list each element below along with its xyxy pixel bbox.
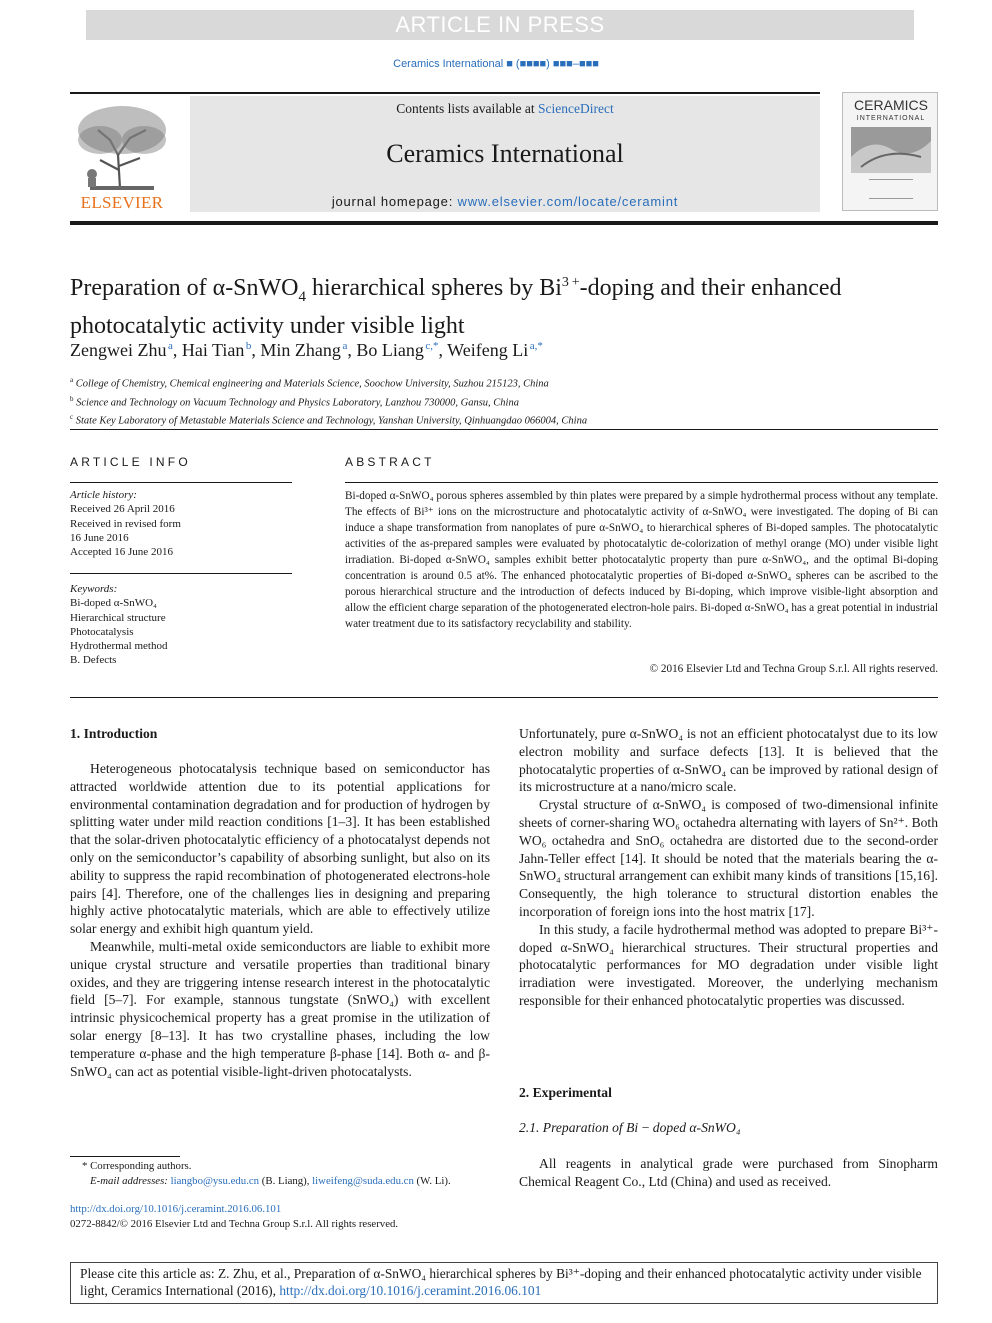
divider — [70, 429, 938, 430]
author-affil-sup[interactable]: a — [167, 340, 173, 352]
cover-title: CERAMICS — [854, 97, 928, 113]
divider — [70, 482, 292, 483]
divider — [70, 697, 938, 698]
keyword: Hydrothermal method — [70, 640, 168, 653]
article-in-press-banner: ARTICLE IN PRESS — [86, 10, 914, 40]
author-affil-sup[interactable]: a,* — [529, 340, 543, 352]
history-entry: Received in revised form — [70, 517, 181, 530]
paragraph: Heterogeneous photocatalysis technique based on semiconductor has attracted worldwide attention due to its potential applications for environmental contamination degradation and for production of hydrogen by splitting water under mild reaction conditions [1–3]. It has been established that the solar-driven photocatalytic efficiency of a photocatalyst depends not only on the semiconductor’s capability of absorbing sunlight, but also on its ability to suppress the rapid recombination of photogenerated electrons-hole pairs [4]. Therefore, one of the challenges lies in designing and preparing highly active photocatalytic materials, which are able to effectively utilize solar energy and exhibit high quantum yield. — [70, 761, 490, 937]
right-column — [519, 725, 938, 1010]
paragraph: Unfortunately, pure α-SnWO₄ is not an efficient photocatalyst due to its low electron mobility and surface defects [13]. It is believed that the photocatalytic properties of α-SnWO₄ can be improved by rational design of its microstructure at a nano/micro scale. — [519, 726, 938, 795]
author-name[interactable]: Min Zhang — [260, 340, 341, 360]
article-history — [70, 488, 292, 559]
masthead-bottom-rule — [70, 221, 938, 225]
section-heading-experimental: 2. Experimental — [519, 1085, 612, 1100]
divider — [345, 482, 938, 483]
right-column-continued — [519, 1155, 938, 1191]
affiliation: $^b$ Science and Technology on Vacuum Technology and Physics Laboratory, Lanzhou 730000, Gansu, China — [70, 394, 519, 408]
cover-subtitle: INTERNATIONAL — [856, 115, 926, 122]
keyword: Hierarchical structure — [70, 611, 166, 624]
issn-line: 0272-8842/© 2016 Elsevier Ltd and Techna Group S.r.l. All rights reserved. — [70, 1218, 399, 1230]
paragraph: Meanwhile, multi-metal oxide semiconductors are liable to exhibit more unique crystal structure and versatile properties than traditional binary oxides, and they are triggering intense research interest in the photocatalytic field [5–7]. For example, stannous tungstate (SnWO₄) with excellent intrinsic physicochemical property has a great promise in the utilization of solar energy [8–13]. It has two crystalline phases, including the low temperature α-phase and the high temperature β-phase [14]. Both α- and β-SnWO₄ can act as potential visible-light-driven photocatalysts. — [70, 938, 490, 1079]
keywords-label: Keywords: — [70, 583, 118, 595]
history-entry: Accepted 16 June 2016 — [70, 546, 173, 559]
abstract-heading: ABSTRACT — [345, 455, 435, 469]
masthead-top-rule — [70, 92, 820, 94]
keyword: B. Defects — [70, 654, 117, 667]
author-affil-sup[interactable]: c,* — [425, 340, 439, 352]
corresponding-footnote — [70, 1159, 490, 1189]
paragraph: In this study, a facile hydrothermal method was adopted to prepare Bi³⁺-doped α-SnWO₄ hierarchical structures. Their structural properties and photocatalytic performances for MO degradation under visible light irradiation were investigated. Moreover, the underlying mechanism responsible for their enhanced photocatalytic properties was discussed. — [519, 921, 938, 1008]
contents-prefix: Contents lists available at — [396, 101, 538, 116]
journal-homepage-line — [190, 194, 820, 209]
sciencedirect-link[interactable]: ScienceDirect — [538, 101, 614, 116]
corresponding-label: * Corresponding authors. — [82, 1160, 192, 1172]
homepage-prefix: journal homepage: — [331, 194, 458, 209]
subsection-heading: 2.1. Preparation of Bi − doped α-SnWO₄ — [519, 1120, 741, 1135]
footnote-rule — [70, 1156, 180, 1157]
author-list: Zengwei Zhu $^a$, Hai Tian $^b$, Min Zhang $^a$, Bo Liang $^{c,*}$, Weifeng Li $^{a,*}$ — [70, 340, 543, 360]
doi-link[interactable]: http://dx.doi.org/10.1016/j.ceramint.2016.06.101 — [70, 1203, 282, 1215]
publisher-wordmark: ELSEVIER — [80, 193, 164, 212]
citation-box — [70, 1262, 938, 1304]
email-link[interactable]: liangbo@ysu.edu.cn — [170, 1175, 260, 1187]
doi-block — [70, 1202, 490, 1232]
left-column — [70, 760, 490, 1080]
paragraph: All reagents in analytical grade were purchased from Sinopharm Chemical Reagent Co., Ltd (China) and used as received. — [519, 1156, 938, 1189]
email-line: E-mail addresses: liangbo@ysu.edu.cn (B. Liang), liweifeng@suda.edu.cn (W. Li). — [90, 1175, 451, 1187]
cover-text-block — [869, 179, 913, 199]
author-affil-sup[interactable]: a — [342, 340, 348, 352]
author-name[interactable]: Hai Tian — [181, 340, 245, 360]
citation-text: Please cite this article as: Z. Zhu, et al., Preparation of α-SnWO₄ hierarchical spheres by Bi³⁺-doping and their enhanced photocatalytic activity under visible light, Ceramics International (2016), — [80, 1266, 922, 1298]
abstract-text: Bi-doped α-SnWO₄ porous spheres assembled by thin plates were prepared by a simple hydrothermal process without any template. The effects of Bi³⁺ ions on the microstructure and photocatalytic activity of α-SnWO₄ were investigated. The doping of Bi can induce a shape transformation from nanoplates of pure α-SnWO₄ to hierarchical spheres of Bi-doped samples. The photocatalytic activities of the as-prepared samples were evaluated by photocatalytic de-colorization of methyl orange (MO) under visible light irradiation. Bi-doped α-SnWO₄ samples exhibit better photocatalytic property than pure α-SnWO₄, and the optimal Bi-doping concentration is around 0.5 at%. The enhanced photocatalytic properties of Bi-doped α-SnWO₄ spheres can be ascribed to the porous hierarchical structure and the introduction of defects induced by Bi-doping, which improve visible-light absorption and allow the efficient charge separation of the photogenerated electron-hole pairs. Bi-doped α-SnWO₄ has a great potential in industrial water treatment due to its satisfactory recyclability and stability. — [345, 490, 938, 630]
keyword: Bi-doped α-SnWO₄ — [70, 597, 157, 610]
journal-cover[interactable] — [842, 92, 938, 211]
affiliation: $^a$ College of Chemistry, Chemical engineering and Materials Science, Soochow University, Suzhou 215123, China — [70, 376, 549, 390]
author-name[interactable]: Zengwei Zhu — [70, 340, 167, 360]
divider — [70, 573, 292, 574]
author-name[interactable]: Bo Liang — [356, 340, 424, 360]
contents-line — [190, 101, 820, 117]
author-affil-sup[interactable]: b — [245, 340, 252, 352]
running-header[interactable]: Ceramics International ■ (■■■■) ■■■–■■■ — [393, 58, 599, 70]
affiliations — [70, 373, 938, 429]
article-info-heading: ARTICLE INFO — [70, 455, 191, 469]
history-entry: 16 June 2016 — [70, 531, 129, 544]
homepage-link[interactable]: www.elsevier.com/locate/ceramint — [457, 194, 679, 209]
history-entry: Received 26 April 2016 — [70, 503, 175, 516]
cover-image-icon — [851, 127, 931, 173]
keyword: Photocatalysis — [70, 625, 134, 638]
citation-doi-link[interactable]: http://dx.doi.org/10.1016/j.ceramint.2016.06.101 — [279, 1282, 542, 1298]
abstract-copyright: © 2016 Elsevier Ltd and Techna Group S.r.l. All rights reserved. — [649, 663, 938, 675]
affiliation: $^c$ State Key Laboratory of Metastable Materials Science and Technology, Yanshan University, Qinhuangdao 066004, China — [70, 413, 588, 427]
journal-name[interactable]: Ceramics International — [386, 139, 624, 168]
history-label: Article history: — [70, 489, 137, 501]
keywords — [70, 582, 292, 668]
section-heading-introduction: 1. Introduction — [70, 726, 158, 741]
email-link[interactable]: liweifeng@suda.edu.cn — [312, 1175, 414, 1187]
article-title: Preparation of α-SnWO$_4$ hierarchical spheres by $Bi^{3 +}$-doping and their enhanced photocatalytic activity under visible light — [70, 275, 842, 339]
paragraph: Crystal structure of α-SnWO₄ is composed of two-dimensional infinite sheets of corner-sharing WO₆ octahedra alternating with layers of Sn²⁺. Both WO₆ octahedra and SnO₆ octahedra are distorted due to the second-order Jahn-Teller effect [14]. It should be noted that the materials bearing the α-SnWO₄ structural arrangement can exhibit many kinds of transitions [15,16]. Consequently, the high tolerance to structural distortion enables the incorporation of foreign ions into the host matrix [17]. — [519, 797, 939, 919]
author-name[interactable]: Weifeng Li — [447, 340, 529, 360]
